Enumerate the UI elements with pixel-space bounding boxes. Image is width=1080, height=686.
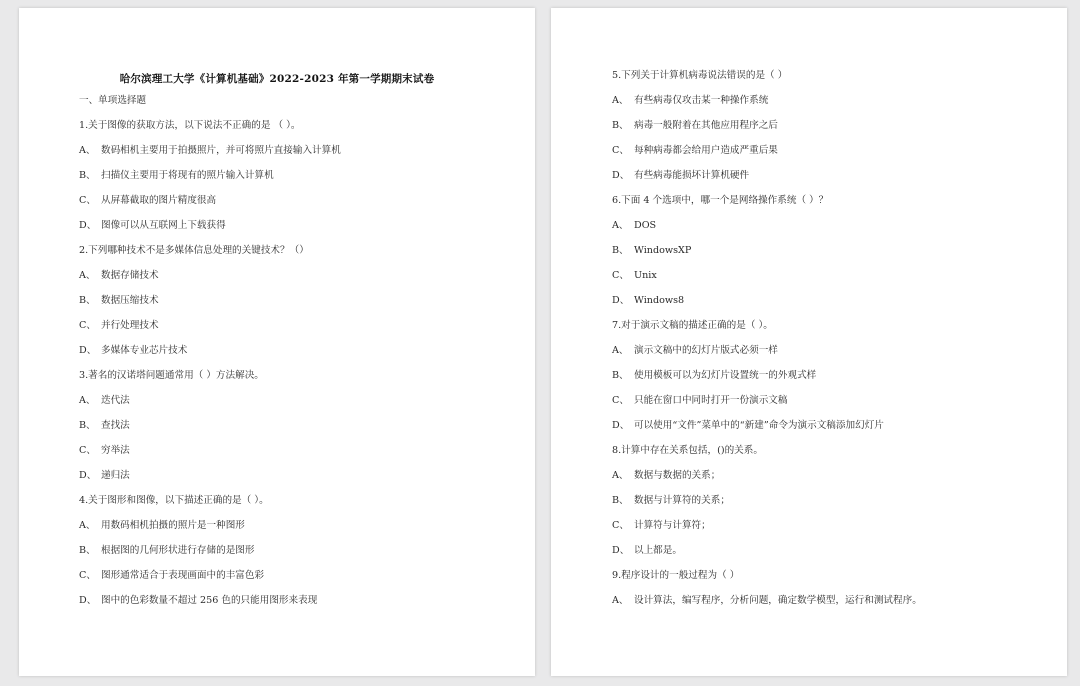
answer-option [612, 520, 711, 532]
option-text: 病毒一般附着在其他应用程序之后 [634, 120, 778, 131]
section-heading: 一、单项选择题 [79, 95, 147, 106]
option-label: C、 [612, 145, 629, 156]
option-text: Windows8 [634, 295, 685, 306]
option-label: D、 [79, 345, 97, 356]
document-page-left [19, 8, 535, 676]
option-label: D、 [79, 595, 97, 606]
option-text: 以上都是。 [634, 545, 682, 556]
option-label: B、 [79, 295, 96, 306]
answer-option [612, 145, 778, 157]
answer-option [79, 395, 130, 407]
option-text: 扫描仪主要用于将现有的照片输入计算机 [101, 170, 274, 181]
answer-option [79, 520, 245, 532]
option-text: 设计算法，编写程序，分析问题，确定数学模型，运行和测试程序。 [634, 595, 922, 606]
option-label: C、 [612, 395, 629, 406]
option-text: 从屏幕截取的图片精度很高 [101, 195, 217, 206]
answer-option [79, 320, 159, 332]
option-text: 数据压缩技术 [101, 295, 159, 306]
answer-option [612, 395, 788, 407]
option-label: A、 [612, 470, 629, 481]
question-stem: 6.下面 4 个选项中，哪一个是网络操作系统（ ）？ [612, 195, 829, 206]
answer-option [612, 270, 657, 282]
option-text: 数据与计算符的关系； [634, 495, 730, 506]
option-text: 数据存储技术 [101, 270, 159, 281]
question-stem: 1.关于图像的获取方法，以下说法不正确的是 （ ）。 [79, 120, 301, 131]
option-label: A、 [79, 270, 96, 281]
answer-option [79, 420, 130, 432]
option-label: B、 [612, 495, 629, 506]
option-text: 穷举法 [101, 445, 130, 456]
option-label: B、 [79, 170, 96, 181]
answer-option [79, 295, 159, 307]
option-label: C、 [79, 445, 96, 456]
option-text: 用数码相机拍摄的照片是一种图形 [101, 520, 245, 531]
answer-option [79, 195, 216, 207]
answer-option [612, 470, 720, 482]
option-label: C、 [612, 520, 629, 531]
option-text: 可以使用“文件”菜单中的“新建”命令为演示文稿添加幻灯片 [634, 420, 884, 431]
option-text: DOS [634, 220, 657, 231]
option-label: D、 [612, 420, 630, 431]
option-text: 只能在窗口中同时打开一份演示文稿 [634, 395, 788, 406]
option-text: 迭代法 [101, 395, 130, 406]
option-label: D、 [612, 295, 630, 306]
option-label: D、 [612, 170, 630, 181]
answer-option [612, 295, 684, 307]
option-text: 图像可以从互联网上下载获得 [101, 220, 226, 231]
question-stem: 7.对于演示文稿的描述正确的是（ ）。 [612, 320, 773, 331]
option-text: Unix [634, 270, 657, 281]
question-stem: 9.程序设计的一般过程为（ ） [612, 570, 740, 581]
answer-option [612, 345, 778, 357]
answer-option [79, 345, 187, 357]
option-label: A、 [612, 95, 629, 106]
option-label: D、 [612, 545, 630, 556]
option-text: 每种病毒都会给用户造成严重后果 [634, 145, 778, 156]
answer-option [79, 170, 274, 182]
answer-option [79, 545, 255, 557]
option-label: A、 [612, 345, 629, 356]
option-text: 使用模板可以为幻灯片设置统一的外观式样 [634, 370, 817, 381]
option-label: B、 [612, 120, 629, 131]
answer-option [612, 120, 778, 132]
option-text: 图中的色彩数量不超过 256 色的只能用图形来表现 [101, 595, 318, 606]
option-text: 图形通常适合于表现画面中的丰富色彩 [101, 570, 265, 581]
answer-option [612, 420, 884, 432]
option-label: C、 [79, 570, 96, 581]
option-label: D、 [79, 470, 97, 481]
option-text: 演示文稿中的幻灯片版式必须一样 [634, 345, 778, 356]
option-text: 有些病毒能损坏计算机硬件 [634, 170, 750, 181]
option-label: B、 [79, 545, 96, 556]
option-label: A、 [612, 595, 629, 606]
option-text: 递归法 [101, 470, 130, 481]
answer-option [612, 245, 691, 257]
option-label: A、 [79, 520, 96, 531]
question-stem: 5.下列关于计算机病毒说法错误的是（ ） [612, 70, 788, 81]
answer-option [612, 95, 768, 107]
answer-option [79, 270, 159, 282]
question-stem: 4.关于图形和图像，以下描述正确的是（ ）。 [79, 495, 269, 506]
option-label: B、 [612, 245, 629, 256]
answer-option [612, 495, 730, 507]
option-text: 计算符与计算符； [634, 520, 711, 531]
option-label: C、 [612, 270, 629, 281]
answer-option [79, 595, 317, 607]
option-text: WindowsXP [634, 245, 692, 256]
option-label: B、 [612, 370, 629, 381]
answer-option [612, 370, 816, 382]
option-label: C、 [79, 320, 96, 331]
answer-option [612, 545, 682, 557]
option-text: 查找法 [101, 420, 130, 431]
exam-title: 哈尔滨理工大学《计算机基础》2022-2023 年第一学期期末试卷 [119, 73, 435, 85]
answer-option [612, 595, 922, 607]
question-stem: 3.著名的汉诺塔问题通常用（ ）方法解决。 [79, 370, 264, 381]
answer-option [79, 220, 226, 232]
question-stem: 8.计算中存在关系包括，()的关系。 [612, 445, 763, 456]
option-text: 多媒体专业芯片技术 [101, 345, 188, 356]
answer-option [79, 570, 264, 582]
option-text: 并行处理技术 [101, 320, 159, 331]
option-label: A、 [79, 395, 96, 406]
option-text: 数码相机主要用于拍摄照片，并可将照片直接输入计算机 [101, 145, 341, 156]
answer-option [79, 145, 341, 157]
answer-option [79, 445, 130, 457]
option-label: D、 [79, 220, 97, 231]
answer-option [79, 470, 130, 482]
option-text: 数据与数据的关系； [634, 470, 721, 481]
option-text: 有些病毒仅攻击某一种操作系统 [634, 95, 769, 106]
option-text: 根据图的几何形状进行存储的是图形 [101, 545, 255, 556]
option-label: C、 [79, 195, 96, 206]
document-page-right [551, 8, 1067, 676]
answer-option [612, 170, 749, 182]
answer-option [612, 220, 656, 232]
option-label: A、 [612, 220, 629, 231]
option-label: A、 [79, 145, 96, 156]
question-stem: 2.下列哪种技术不是多媒体信息处理的关键技术？（） [79, 245, 309, 256]
option-label: B、 [79, 420, 96, 431]
